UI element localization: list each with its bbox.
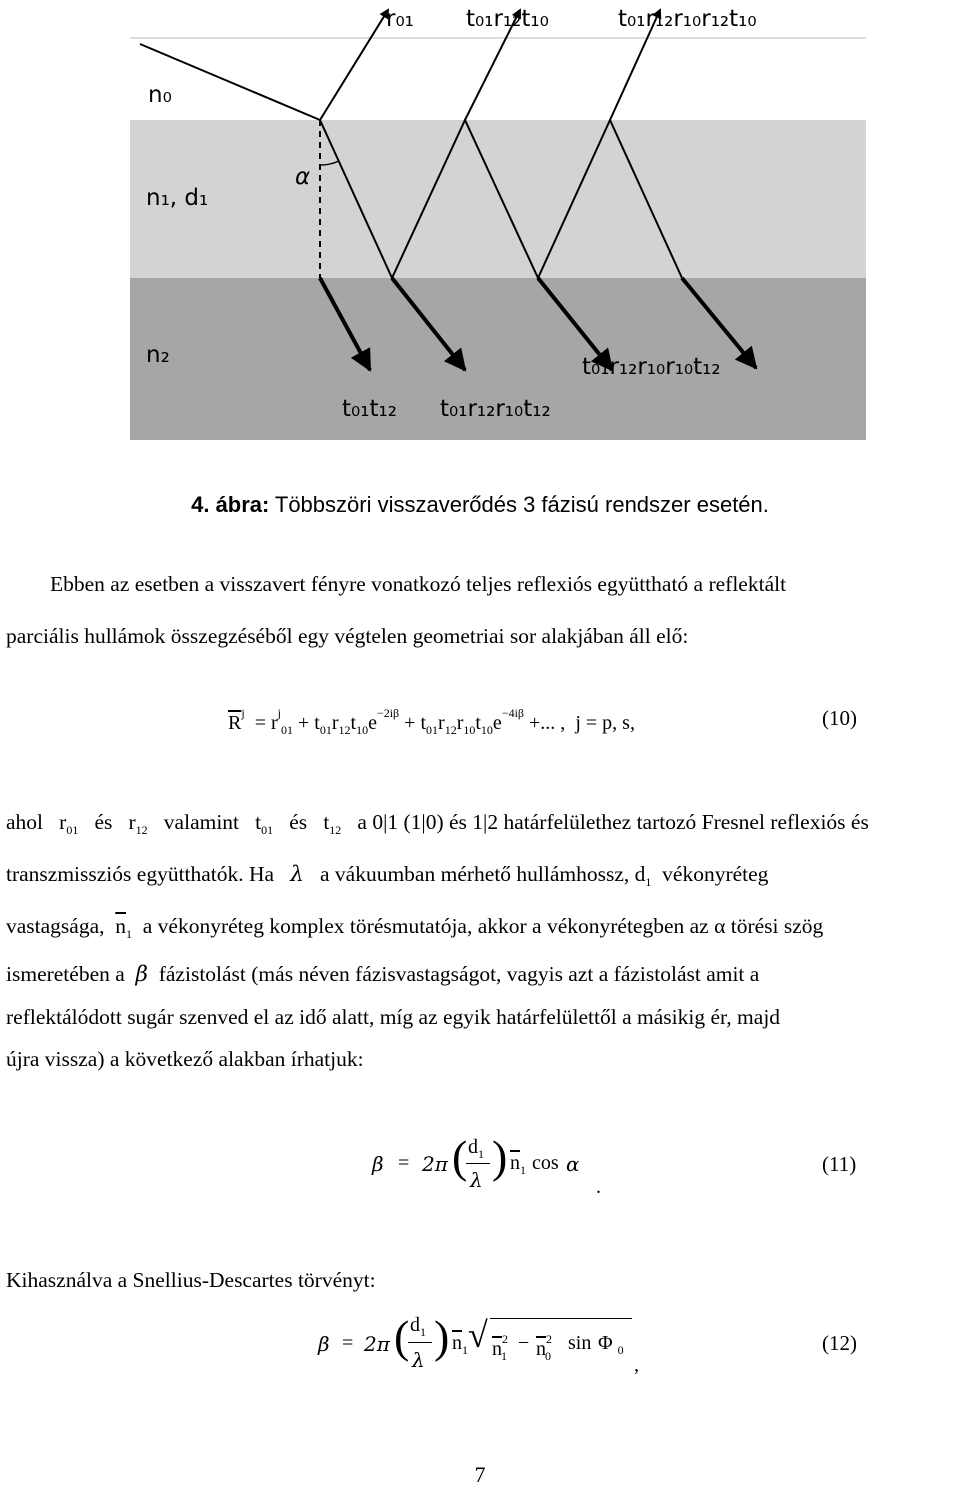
eq10-plus: + — [297, 712, 310, 734]
paragraph-2-line-4 — [6, 960, 954, 989]
eq10-e: e — [492, 712, 502, 734]
label-bottom-2: t₀₁r₁₂r₁₀t₁₂ — [440, 396, 551, 422]
eq11-paren-left: ( — [452, 1131, 468, 1182]
eq12-n: n — [492, 1338, 502, 1360]
paragraph-3 — [6, 1266, 954, 1294]
eq10-sub: 10 — [356, 723, 369, 737]
sqrt-icon: √ — [468, 1315, 488, 1355]
eq12-2pi: 2π — [364, 1332, 390, 1356]
eq11-sub: 1 — [478, 1147, 484, 1161]
eq12-lambda: λ — [412, 1348, 425, 1372]
eq12-phi: Φ — [598, 1332, 613, 1354]
eq12-sin: sin — [568, 1332, 592, 1354]
eq10-equals: = — [254, 712, 266, 734]
sym-sub: 12 — [135, 823, 148, 837]
para1-line1-text: Ebben az esetben a visszavert fényre vonatkozó teljes reflexiós együttható a reflektált — [50, 572, 787, 596]
eq12-n1-sq — [492, 1332, 507, 1364]
para2-line2c: vékonyréteg — [662, 862, 769, 886]
sym-t: t — [323, 810, 330, 834]
symbol-t01 — [255, 810, 274, 837]
word-ahol: ahol — [6, 810, 44, 834]
eq12-sup: 2 — [502, 1332, 508, 1346]
eq10-t: t — [420, 712, 427, 734]
paragraph-1-line-2 — [6, 622, 954, 650]
eq10-e: e — [368, 712, 377, 734]
eq12-d: d — [410, 1314, 420, 1336]
eq12-fraction-bar — [408, 1342, 432, 1343]
paragraph-1-line-1 — [6, 570, 954, 598]
eq10-r: r — [270, 712, 278, 734]
word-valamint: valamint — [163, 810, 240, 834]
para2-line2b: a vákuumban mérhető hullámhossz, d — [320, 862, 646, 886]
eq12-beta: β — [318, 1332, 330, 1356]
ambient-layer — [130, 38, 866, 120]
eq12-phi0 — [598, 1332, 624, 1358]
eq10-sub: 01 — [426, 723, 439, 737]
para2-line3b: a vékonyréteg komplex törésmutatója, akkor a vékonyrétegben az α törési szög — [142, 914, 824, 938]
label-alpha: α — [295, 164, 311, 190]
eq11-n: $\overline{n}$ — [510, 1152, 520, 1174]
label-bottom-1: t₀₁t₁₂ — [342, 396, 397, 422]
eq11-lambda: λ — [470, 1168, 483, 1192]
label-top-3: t₀₁r₁₂r₁₀r₁₂t₁₀ — [618, 6, 757, 32]
eq10-r: r — [438, 712, 445, 734]
equation-10-number: (10) — [822, 706, 857, 730]
eq12-numerator — [410, 1314, 426, 1340]
eq12-sup: 2 — [546, 1332, 552, 1346]
paragraph-2-line-3 — [6, 912, 954, 948]
eq11-fraction-bar — [466, 1163, 490, 1164]
para2-line2a: transzmissziós együtthatók. Ha — [6, 862, 275, 886]
label-n0: n₀ — [148, 82, 172, 108]
label-top-1: r₀₁ — [386, 6, 414, 32]
sym-sub: 12 — [329, 823, 342, 837]
symbol-r01 — [59, 810, 79, 837]
eq12-equals: = — [342, 1332, 354, 1354]
eq12-n0-sq — [536, 1332, 551, 1364]
eq11-numerator — [468, 1136, 484, 1162]
eq10-j: j — [241, 706, 245, 720]
eq10-sub: 12 — [338, 723, 351, 737]
para1-line2-text: parciális hullámok összegzéséből egy végtelen geometriai sor alakjában áll elő: — [6, 624, 689, 648]
eq11-alpha: α — [566, 1152, 580, 1176]
eq10-R: $\overline{R}$ — [228, 712, 242, 734]
eq10-sub: 01 — [319, 723, 332, 737]
eq10-comma: , — [629, 712, 635, 734]
eq10-plus: + — [404, 712, 416, 734]
sym-sub: 1 — [126, 927, 133, 941]
figure-svg — [130, 0, 866, 440]
eq12-sub: 1 — [501, 1349, 507, 1363]
word-es-2: és — [289, 810, 308, 834]
eq12-sub: 0 — [617, 1343, 624, 1357]
eq10-t: t — [314, 712, 320, 734]
eq11-paren-right: ) — [492, 1131, 508, 1182]
sym-t: t — [255, 810, 262, 834]
eq11-d: d — [468, 1136, 478, 1158]
equation-10 — [228, 706, 635, 738]
symbol-lambda: λ — [290, 862, 304, 887]
d1-subscript: 1 — [645, 875, 652, 889]
word-es-1: és — [94, 810, 113, 834]
label-top-2: t₀₁r₁₂t₁₀ — [466, 6, 549, 32]
multiple-reflection-figure — [130, 0, 866, 440]
eq12-sub: 1 — [462, 1343, 468, 1357]
eq12-n: $\overline{n}$ — [452, 1332, 462, 1354]
para2-line4b: fázistolást (más néven fázisvastagságot, vagyis azt a fázistolást amit a — [158, 962, 760, 986]
paragraph-2-line-5 — [6, 1003, 954, 1031]
eq11-sub: 1 — [520, 1163, 526, 1177]
label-n1d1: n₁, d₁ — [146, 185, 209, 211]
eq12-paren-right: ) — [434, 1311, 450, 1362]
label-bottom-3: t₀₁r₁₂r₁₀r₁₀t₁₂ — [582, 354, 721, 380]
eq12-paren-left: ( — [394, 1311, 410, 1362]
eq11-equals: = — [398, 1152, 410, 1174]
eq12-sub: 1 — [420, 1325, 426, 1339]
caption-number: 4. ábra: — [191, 492, 270, 517]
eq12-sqrt-bar — [490, 1318, 632, 1319]
symbol-beta: β — [135, 962, 148, 987]
caption-text: Többszöri visszaverődés 3 fázisú rendszer esetén. — [274, 492, 769, 517]
film-layer — [130, 120, 866, 278]
para2-line6: újra vissza) a következő alakban írhatjuk: — [6, 1047, 364, 1071]
eq11-n1 — [510, 1152, 526, 1178]
eq10-sub: 12 — [444, 723, 457, 737]
sym-r: r — [59, 810, 67, 834]
sym-n: $\overline{n}$ — [115, 914, 127, 938]
para2-line3a: vastagsága, — [6, 914, 105, 938]
paragraph-2-line-1 — [6, 808, 954, 844]
para2-rest1: a 0|1 (1|0) és 1|2 határfelülethez tartozó Fresnel reflexiós és — [357, 810, 869, 834]
eq10-t: t — [475, 712, 481, 734]
para2-line4a: ismeretében a — [6, 962, 125, 986]
label-n2: n₂ — [146, 342, 170, 368]
eq11-beta: β — [372, 1152, 384, 1176]
para3-text: Kihasználva a Snellius-Descartes törvényt: — [6, 1268, 376, 1292]
equation-12 — [318, 1310, 648, 1386]
eq10-sub: 10 — [480, 723, 493, 737]
eq10-sub: 01 — [280, 723, 293, 737]
eq12-sub: 0 — [545, 1349, 551, 1363]
eq10-jps: j = p, s — [575, 712, 630, 734]
eq11-cos: cos — [532, 1152, 559, 1174]
page-number: 7 — [474, 1462, 486, 1487]
eq12-n: $\overline{n}$ — [536, 1338, 546, 1360]
sym-sub: 01 — [261, 823, 274, 837]
equation-11-number: (11) — [822, 1152, 857, 1176]
eq10-r: r — [331, 712, 339, 734]
eq10-r: r — [456, 712, 464, 734]
eq12-n1 — [452, 1332, 468, 1358]
eq10-exp: −2iβ — [376, 706, 400, 720]
eq11-dot: . — [596, 1176, 601, 1198]
eq10-sup: j — [277, 706, 281, 720]
symbol-r12 — [128, 810, 148, 837]
sym-r: r — [128, 810, 136, 834]
figure-caption — [0, 492, 960, 518]
symbol-n1-bar — [115, 914, 133, 941]
eq10-tail: +... , — [529, 712, 566, 734]
eq10-exp: −4iβ — [501, 706, 525, 720]
equation-12-number: (12) — [822, 1331, 857, 1355]
paragraph-2-line-6 — [6, 1045, 954, 1073]
paragraph-2-line-2 — [6, 860, 954, 896]
para2-line5: reflektálódott sugár szenved el az idő alatt, míg az egyik határfelülettől a másikig ér, majd — [6, 1005, 781, 1029]
eq12-minus: − — [518, 1332, 530, 1354]
symbol-t12 — [323, 810, 342, 837]
eq12-comma: , — [634, 1354, 639, 1376]
sym-sub: 01 — [66, 823, 79, 837]
eq10-sub: 10 — [463, 723, 476, 737]
eq11-2pi: 2π — [422, 1152, 448, 1176]
equation-11 — [372, 1132, 612, 1202]
eq10-t: t — [350, 712, 357, 734]
